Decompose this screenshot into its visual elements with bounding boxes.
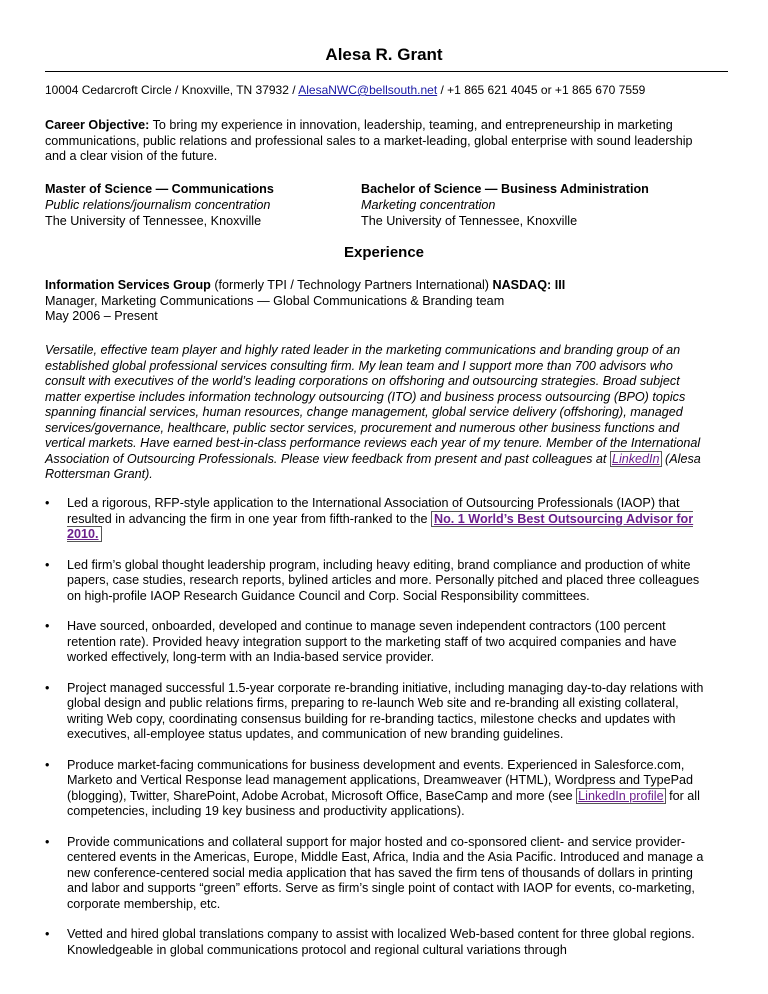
job-header xyxy=(45,278,710,325)
bullet-icon: • xyxy=(45,557,50,572)
bullet-text: Led firm’s global thought leadership program, including heavy editing, brand compliance and production of white papers, case studies, research reports, bylined articles and more. Personally pitched and placed three colleagues on high-profile IAOP Research Guidance Council and Corp. Social Responsibility committees. xyxy=(67,557,700,603)
bullet-text-end: for all competencies, including 19 key business and productivity applications). xyxy=(67,788,700,818)
job-summary xyxy=(45,343,705,483)
award-link[interactable]: No. 1 World’s Best Outsourcing Advisor for 2010. xyxy=(67,511,694,541)
bullet-text: Led a rigorous, RFP-style application to the International Association of Outsourcing Professionals (IAOP) that resulted in advancing the firm in one year from fifth-ranked to the xyxy=(67,496,680,526)
bullet-text: Provide communications and collateral support for major hosted and co-sponsored client- and service provider-centered events in the Americas, Europe, Middle East, Africa, India and the Asia Pacific. Introduced and manage a new conference-centered social media application that has saved the firm tens of thousands of dollars in printing and labor and supports “green” efforts. Serve as firm’s single point of contact with IAOP for events, co-marketing, corporate membership, etc. xyxy=(67,834,704,911)
achievement-list xyxy=(45,496,710,973)
bullet-icon: • xyxy=(45,496,50,510)
bullet-icon: • xyxy=(45,834,50,849)
experience-heading: Experience xyxy=(343,244,425,261)
list-item xyxy=(45,758,710,820)
bullet-icon: • xyxy=(45,927,50,941)
bullet-icon: • xyxy=(45,680,50,695)
objective-text: To bring my experience in innovation, leadership, teaming, and entrepreneurship in marketing communications, public relations and professional sales to a market-leading, global enterprise with sound leadership and a clear vision of the future. xyxy=(45,118,693,163)
education-masters xyxy=(45,181,345,229)
job-role: Manager, Marketing Communications — Global Communications & Branding team xyxy=(45,293,505,308)
degree-concentration: Public relations/journalism concentration xyxy=(45,198,271,212)
candidate-name: Alesa R. Grant xyxy=(325,45,443,64)
bullet-text: Vetted and hired global translations company to assist with localized Web-based content for three global regions. Knowledgeable in global communications protocol and regional cultural variations through xyxy=(67,927,695,957)
bullet-text: Project managed successful 1.5-year corporate re-branding initiative, including managing day-to-day relations with global design and public relations firms, preparing to re-launch Web site and re-branding all existing collateral, writing Web copy, coordinating consensus building for re-branding tactics, milestone checks and updates with executives, all-employee status updates, and communication of new branding guidelines. xyxy=(67,680,704,741)
objective-label: Career Objective: xyxy=(45,118,150,132)
degree-school: The University of Tennessee, Knoxville xyxy=(45,214,262,228)
header-divider xyxy=(45,71,728,72)
degree-title: Master of Science — Communications xyxy=(45,182,274,196)
bullet-icon: • xyxy=(45,619,50,633)
list-item xyxy=(45,927,710,958)
phone-text: / +1 865 621 4045 or +1 865 670 7559 xyxy=(437,83,646,97)
list-item xyxy=(45,558,710,605)
email-link[interactable]: AlesaNWC@bellsouth.net xyxy=(298,83,438,97)
career-objective xyxy=(45,118,710,165)
list-item xyxy=(45,619,710,666)
degree-concentration: Marketing concentration xyxy=(361,198,496,212)
bullet-text: Produce market-facing communications for business development and events. Experienced in Salesforce.com, Marketo and Vertical Response lead management applications, Dreamweaver (HTML), Wordpress and TypePad (blogging), Twitter, SharePoint, Adobe Acrobat, Microsoft Office, BaseCamp and more (see xyxy=(67,757,694,803)
bullet-icon: • xyxy=(45,757,50,772)
address-text: 10004 Cedarcroft Circle / Knoxville, TN 37932 / xyxy=(45,83,299,97)
contact-line xyxy=(45,83,645,97)
degree-title: Bachelor of Science — Business Administration xyxy=(361,182,649,196)
list-item xyxy=(45,681,710,743)
company-line xyxy=(45,278,710,294)
education-bachelors xyxy=(361,181,701,229)
bullet-text: Have sourced, onboarded, developed and continue to manage seven independent contractors (100 percent retention rate). Provided heavy integration support to the marketing staff of two acquired companies and have worked effectively, long-term with an India-based service provider. xyxy=(67,619,677,664)
list-item xyxy=(45,835,710,913)
company-note: (formerly TPI / Technology Partners International) xyxy=(210,278,493,292)
linkedin-profile-link[interactable]: LinkedIn profile xyxy=(578,788,664,803)
job-dates: May 2006 – Present xyxy=(45,309,158,323)
company-name: Information Services Group xyxy=(45,278,211,292)
company-ticker: NASDAQ: III xyxy=(492,278,566,292)
summary-text-end: (Alesa Rottersman Grant). xyxy=(45,451,701,481)
summary-text: Versatile, effective team player and highly rated leader in the marketing communications and branding group of an established global professional services consulting firm. My lean team and I support more than 700 advisors who consult with executives of the world’s leading corporations on offshoring and outsourcing strategies. Broad subject matter expertise includes information technology outsourcing (ITO) and business process outsourcing (BPO) topics spanning financial services, human resources, change management, global service delivery (offshoring), managed services/governance, healthcare, public sector services, procurement and numerous other business functions and vertical markets. Have earned best-in-class performance reviews each year of my tenure. Member of the International Association of Outsourcing Professionals. Please view feedback from present and past colleagues at xyxy=(45,343,701,466)
list-item xyxy=(45,496,710,543)
linkedin-link[interactable]: LinkedIn xyxy=(611,451,660,466)
degree-school: The University of Tennessee, Knoxville xyxy=(361,214,578,228)
